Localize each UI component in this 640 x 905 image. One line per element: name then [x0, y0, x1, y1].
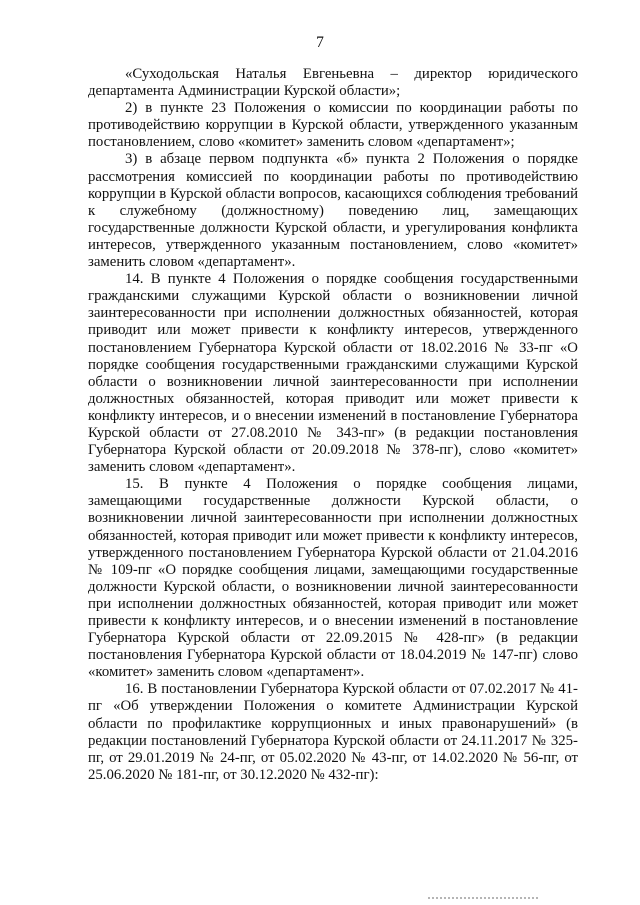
paragraph-point-14: 14. В пункте 4 Положения о порядке сообщения государственными гражданскими служащими Курской области о возникновении личной заинтересованности при исполнении должностных обязанностей, которая приводит или может привести к конфликту интересов, утвержденного постановлением Губернатора Курской области от 18.02.2016 № 33-пг «О порядке сообщения государственными гражданскими служащими Курской области о возникновении личной заинтересованности при исполнении должностных обязанностей, которая приводит или может привести к конфликту интересов, и о внесении изменений в постановление Губернатора Курской области от 27.08.2010 № 343-пг» (в редакции постановления Губернатора Курской области от 20.09.2018 № 378-пг), слово «комитет» заменить словом «департамент».: [88, 271, 578, 476]
paragraph-director-entry: «Суходольская Наталья Евгеньевна – директор юридического департамента Администрации Курской области»;: [88, 66, 578, 100]
paragraph-item-3: 3) в абзаце первом подпункта «б» пункта 2 Положения о порядке рассмотрения комиссией по координации работы по противодействию коррупции в Курской области вопросов, касающихся соблюдения требований к служебному (должностному) поведению лиц, замещающих государственные должности Курской области, и урегулирования конфликта интересов, утвержденного указанным постановлением, слово «комитет» заменить словом «департамент».: [88, 151, 578, 271]
scan-artifact-line: [428, 897, 538, 899]
paragraph-item-2: 2) в пункте 23 Положения о комиссии по координации работы по противодействию коррупции в Курской области, утвержденного указанным постановлением, слово «комитет» заменить словом «департамент»;: [88, 100, 578, 151]
paragraph-point-16: 16. В постановлении Губернатора Курской области от 07.02.2017 № 41-пг «Об утверждении Положения о комитете Администрации Курской области по профилактике коррупционных и иных правонарушений» (в редакции постановлений Губернатора Курской области от 24.11.2017 № 325-пг, от 29.01.2019 № 24-пг, от 05.02.2020 № 43-пг, от 14.02.2020 № 56-пг, от 25.06.2020 № 181-пг, от 30.12.2020 № 432-пг):: [88, 681, 578, 783]
page-number: 7: [316, 34, 324, 51]
paragraph-point-15: 15. В пункте 4 Положения о порядке сообщения лицами, замещающими государственные должности Курской области, о возникновении личной заинтересованности при исполнении должностных обязанностей, которая приводит или может привести к конфликту интересов, утвержденного постановлением Губернатора Курской области от 21.04.2016 № 109-пг «О порядке сообщения лицами, замещающими государственные должности Курской области, о возникновении личной заинтересованности при исполнении должностных обязанностей, которая приводит или может привести к конфликту интересов, и о внесении изменений в постановление Губернатора Курской области от 22.09.2015 № 428-пг» (в редакции постановления Губернатора Курской области от 18.04.2019 № 147-пг) слово «комитет» заменить словом «департамент».: [88, 476, 578, 681]
document-body: [88, 66, 578, 784]
